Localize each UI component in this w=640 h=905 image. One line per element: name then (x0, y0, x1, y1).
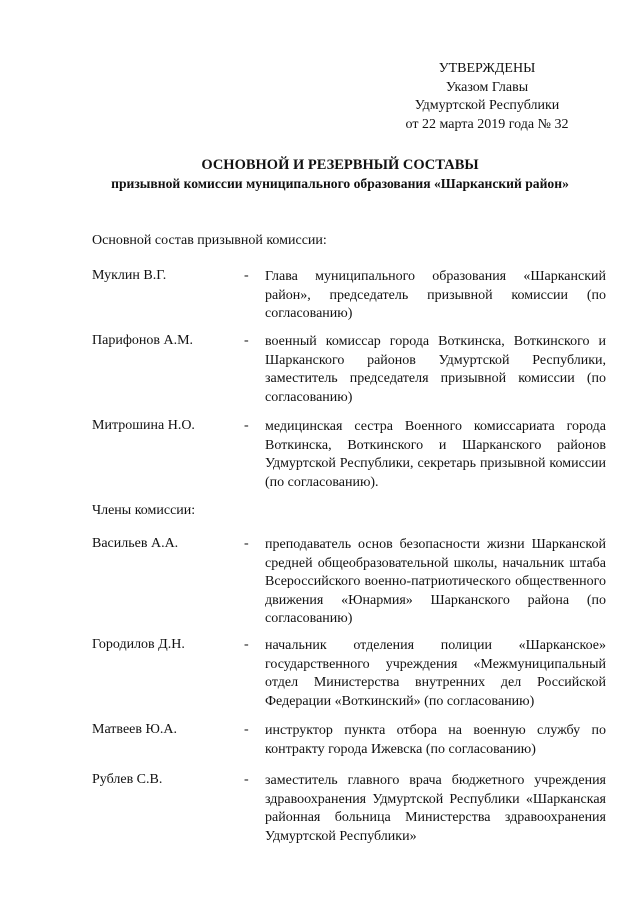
member-description: начальник отделения полиции «Шарканское» государственного учреждения «Межмуниципальный отдел Министерства внутренних дел Российской Федерации «Воткинский» (по согласованию) (265, 638, 606, 709)
approval-date: от 22 марта 2019 года № 32 (405, 116, 569, 132)
member-dash: - (244, 333, 249, 348)
member-description: заместитель главного врача бюджетного учреждения здравоохранения Удмуртской Республики «Шарканская районная больница Министерства здравоохранения Удмуртской Республики» (265, 773, 606, 844)
member-dash: - (244, 637, 249, 652)
member-dash: - (244, 722, 249, 737)
member-name: Рублев С.В. (92, 772, 163, 787)
approval-republic: Удмуртской Республики (414, 98, 560, 113)
main-section-label: Основной состав призывной комиссии: (92, 233, 327, 248)
member-dash: - (244, 418, 249, 433)
member-description: инструктор пункта отбора на военную службу по контракту города Ижевска (по согласованию) (265, 723, 606, 757)
document-title: ОСНОВНОЙ И РЕЗЕРВНЫЙ СОСТАВЫ (201, 157, 479, 173)
member-dash: - (244, 772, 249, 787)
member-description: преподаватель основ безопасности жизни Шарканской средней общеобразовательной школы, начальник штаба Всероссийского военно-патриотического общественного движения «Юнармия» Шарканского района (по согласованию) (265, 537, 606, 626)
member-name: Матвеев Ю.А. (92, 722, 177, 737)
member-description: Глава муниципального образования «Шарканский район», председатель призывной комиссии (по согласованию) (265, 269, 606, 321)
member-dash: - (244, 268, 249, 283)
approval-decree: Указом Главы (445, 79, 529, 95)
member-name: Васильев А.А. (92, 536, 179, 551)
document-subtitle: призывной комиссии муниципального образования «Шарканский район» (111, 176, 569, 191)
member-description: медицинская сестра Военного комиссариата города Воткинска, Воткинского и Шарканского районов Удмуртской Республики, секретарь призывной комиссии (по согласованию). (265, 419, 606, 490)
member-description: военный комиссар города Воткинска, Воткинского и Шарканского районов Удмуртской Республики, заместитель председателя призывной комиссии (по согласованию) (265, 334, 606, 405)
member-dash: - (244, 536, 249, 551)
member-name: Митрошина Н.О. (92, 418, 195, 433)
member-name: Муклин В.Г. (92, 268, 167, 283)
approval-block (382, 60, 592, 134)
approval-heading: УТВЕРЖДЕНЫ (438, 61, 536, 76)
member-name: Городилов Д.Н. (92, 637, 185, 652)
members-section-label: Члены комиссии: (92, 503, 196, 518)
member-name: Парифонов А.М. (92, 333, 194, 348)
